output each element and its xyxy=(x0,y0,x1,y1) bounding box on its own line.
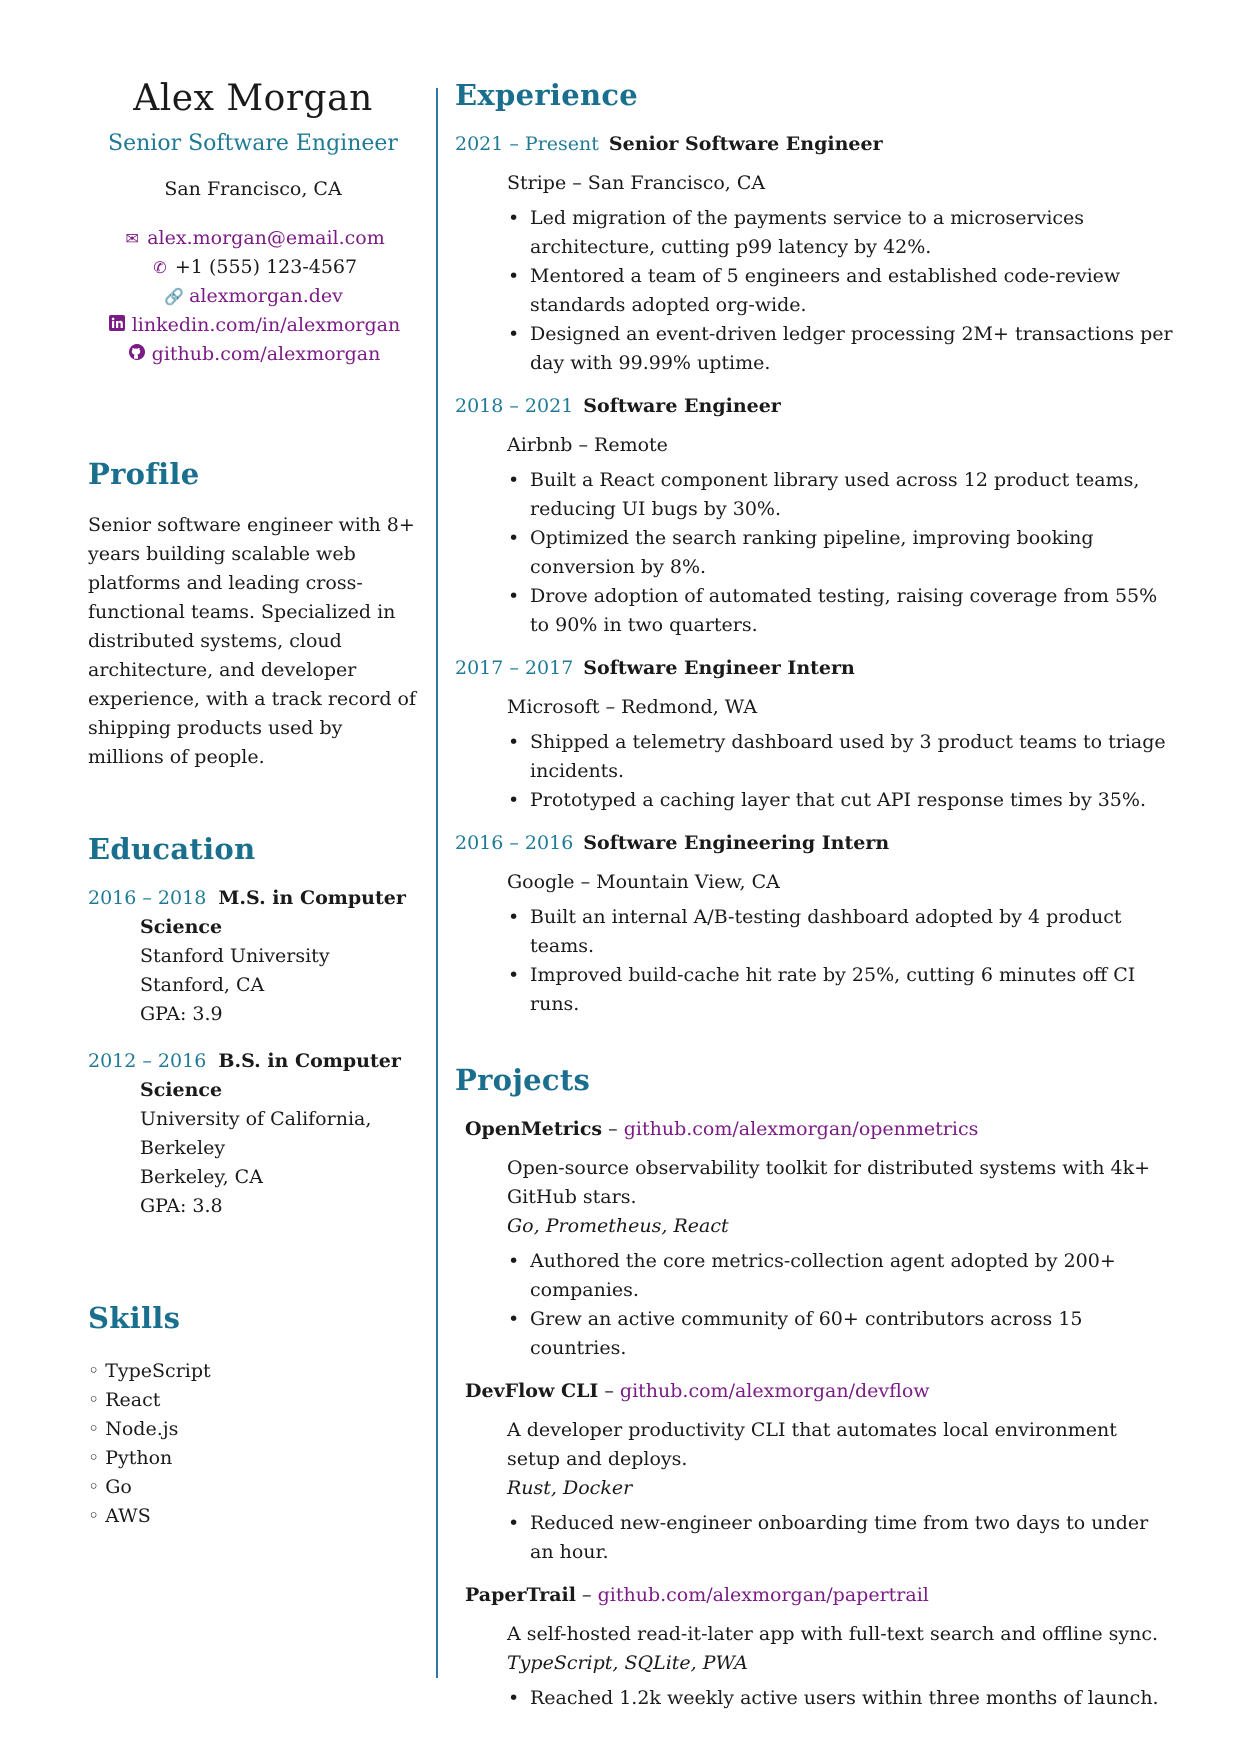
education-school: University of California, Berkeley xyxy=(140,1108,372,1159)
bullet-item: • Led migration of the payments service to a microservices architecture, cutting p99 latency by 42%. xyxy=(530,204,1175,262)
contact-github[interactable] xyxy=(88,340,418,369)
person-name: Alex Morgan xyxy=(133,78,373,119)
experience-company: Google – Mountain View, CA xyxy=(507,871,780,893)
skill-item: ◦ Node.js xyxy=(88,1415,418,1444)
website-link[interactable]: alexmorgan.dev xyxy=(189,285,343,307)
email-link[interactable]: alex.morgan@email.com xyxy=(147,227,385,249)
bullet-item: • Reached 1.2k weekly active users within three months of launch. xyxy=(530,1684,1175,1713)
bullet-item: • Reduced new-engineer onboarding time from two days to under an hour. xyxy=(530,1509,1175,1567)
project-bullets xyxy=(455,1247,1175,1363)
sidebar-column xyxy=(88,78,418,1531)
projects-heading: Projects xyxy=(455,1063,591,1097)
education-location: Stanford, CA xyxy=(140,974,265,996)
github-icon xyxy=(126,340,148,369)
profile-heading: Profile xyxy=(88,457,200,491)
bullet-item: • Prototyped a caching layer that cut API response times by 35%. xyxy=(530,786,1175,815)
link-icon: 🔗 xyxy=(164,287,185,306)
linkedin-link[interactable]: linkedin.com/in/alexmorgan xyxy=(131,314,401,336)
linkedin-icon xyxy=(106,311,128,340)
contact-block xyxy=(88,224,418,369)
envelope-icon: ✉ xyxy=(125,229,139,248)
project-item: OpenMetrics – github.com/alexmorgan/openmetrics Open-source observability toolkit for distributed systems with 4k+ GitHub stars. Go, Prometheus, React • Authored the core metrics-collection agent adopted by 200+ companies. • Grew an active community of 60+ contributors across 15 countries. xyxy=(455,1115,1175,1363)
experience-role: Software Engineering Intern xyxy=(583,832,890,854)
github-link[interactable]: github.com/alexmorgan xyxy=(151,343,381,365)
education-heading: Education xyxy=(88,832,256,866)
experience-item xyxy=(455,130,1175,378)
bullet-item: • Improved build-cache hit rate by 25%, cutting 6 minutes off CI runs. xyxy=(530,961,1175,1019)
experience-item xyxy=(455,392,1175,640)
profile-text: Senior software engineer with 8+ years building scalable web platforms and leading cross-functional teams. Specialized in distributed systems, cloud architecture, and developer experience, with a track record of shipping products used by millions of people. xyxy=(88,514,416,768)
project-link[interactable]: github.com/alexmorgan/openmetrics xyxy=(623,1118,979,1140)
skills-heading: Skills xyxy=(88,1301,181,1335)
skill-item: ◦ AWS xyxy=(88,1502,418,1531)
bullet-item: • Mentored a team of 5 engineers and established code-review standards adopted org-wide. xyxy=(530,262,1175,320)
bullet-item: • Shipped a telemetry dashboard used by 3 product teams to triage incidents. xyxy=(530,728,1175,786)
project-bullets xyxy=(455,1684,1175,1713)
education-item xyxy=(88,884,418,1029)
contact-email[interactable] xyxy=(88,224,418,253)
phone-text: +1 (555) 123-4567 xyxy=(174,256,358,278)
project-tech: TypeScript, SQLite, PWA xyxy=(507,1652,748,1674)
location: San Francisco, CA xyxy=(164,178,342,200)
project-description: Open-source observability toolkit for distributed systems with 4k+ GitHub stars. xyxy=(507,1157,1151,1208)
education-degree-cont: Science xyxy=(140,916,223,938)
experience-bullets xyxy=(455,903,1175,1019)
project-link[interactable]: github.com/alexmorgan/papertrail xyxy=(597,1584,929,1606)
experience-role: Software Engineer Intern xyxy=(583,657,855,679)
project-tech: Go, Prometheus, React xyxy=(507,1215,729,1237)
skills-list xyxy=(88,1357,418,1531)
education-gpa: GPA: 3.9 xyxy=(140,1003,223,1025)
bullet-item: • Grew an active community of 60+ contributors across 15 countries. xyxy=(530,1305,1175,1363)
job-title: Senior Software Engineer xyxy=(108,131,398,156)
project-link[interactable]: github.com/alexmorgan/devflow xyxy=(619,1380,930,1402)
experience-dates: 2016 – 2016 xyxy=(455,832,574,854)
experience-company: Microsoft – Redmond, WA xyxy=(507,696,758,718)
experience-bullets xyxy=(455,204,1175,378)
column-divider xyxy=(436,88,438,1678)
bullet-item: • Designed an event-driven ledger processing 2M+ transactions per day with 99.99% uptime. xyxy=(530,320,1175,378)
project-item: PaperTrail – github.com/alexmorgan/papertrail A self-hosted read-it-later app with full-text search and offline sync. TypeScript, SQLite, PWA • Reached 1.2k weekly active users within three months of launch. xyxy=(455,1581,1175,1713)
project-description: A developer productivity CLI that automates local environment setup and deploys. xyxy=(507,1419,1117,1470)
project-description: A self-hosted read-it-later app with full-text search and offline sync. xyxy=(507,1623,1159,1645)
experience-bullets xyxy=(455,466,1175,640)
experience-role: Senior Software Engineer xyxy=(608,133,883,155)
education-degree: B.S. in Computer xyxy=(218,1050,401,1072)
experience-bullets xyxy=(455,728,1175,815)
education-gpa: GPA: 3.8 xyxy=(140,1195,223,1217)
bullet-item: • Optimized the search ranking pipeline, improving booking conversion by 8%. xyxy=(530,524,1175,582)
education-location: Berkeley, CA xyxy=(140,1166,263,1188)
experience-heading: Experience xyxy=(455,78,639,112)
education-degree-cont: Science xyxy=(140,1079,223,1101)
project-name: DevFlow CLI xyxy=(465,1380,599,1402)
contact-phone xyxy=(88,253,418,282)
phone-icon: ✆ xyxy=(153,258,167,277)
experience-dates: 2017 – 2017 xyxy=(455,657,574,679)
skill-item: ◦ TypeScript xyxy=(88,1357,418,1386)
project-name: OpenMetrics xyxy=(465,1118,603,1140)
project-tech: Rust, Docker xyxy=(507,1477,633,1499)
skill-item: ◦ Go xyxy=(88,1473,418,1502)
main-column xyxy=(455,78,1175,1713)
bullet-item: • Authored the core metrics-collection agent adopted by 200+ companies. xyxy=(530,1247,1175,1305)
contact-website[interactable] xyxy=(88,282,418,311)
project-name: PaperTrail xyxy=(465,1584,576,1606)
skill-item: ◦ React xyxy=(88,1386,418,1415)
experience-item xyxy=(455,829,1175,1019)
experience-dates: 2021 – Present xyxy=(455,133,599,155)
bullet-item: • Drove adoption of automated testing, raising coverage from 55% to 90% in two quarters. xyxy=(530,582,1175,640)
contact-linkedin[interactable] xyxy=(88,311,418,340)
project-item: DevFlow CLI – github.com/alexmorgan/devflow A developer productivity CLI that automates local environment setup and deploys. Rust, Docker • Reduced new-engineer onboarding time from two days to under an hour. xyxy=(455,1377,1175,1567)
bullet-item: • Built an internal A/B-testing dashboard adopted by 4 product teams. xyxy=(530,903,1175,961)
skill-item: ◦ Python xyxy=(88,1444,418,1473)
experience-dates: 2018 – 2021 xyxy=(455,395,574,417)
education-item xyxy=(88,1047,418,1221)
experience-company: Stripe – San Francisco, CA xyxy=(507,172,766,194)
experience-company: Airbnb – Remote xyxy=(507,434,668,456)
experience-item xyxy=(455,654,1175,815)
project-bullets xyxy=(455,1509,1175,1567)
education-dates: 2012 – 2016 xyxy=(88,1050,207,1072)
experience-role: Software Engineer xyxy=(583,395,781,417)
bullet-item: • Built a React component library used across 12 product teams, reducing UI bugs by 30%. xyxy=(530,466,1175,524)
education-degree: M.S. in Computer xyxy=(218,887,406,909)
education-dates: 2016 – 2018 xyxy=(88,887,207,909)
education-school: Stanford University xyxy=(140,945,330,967)
